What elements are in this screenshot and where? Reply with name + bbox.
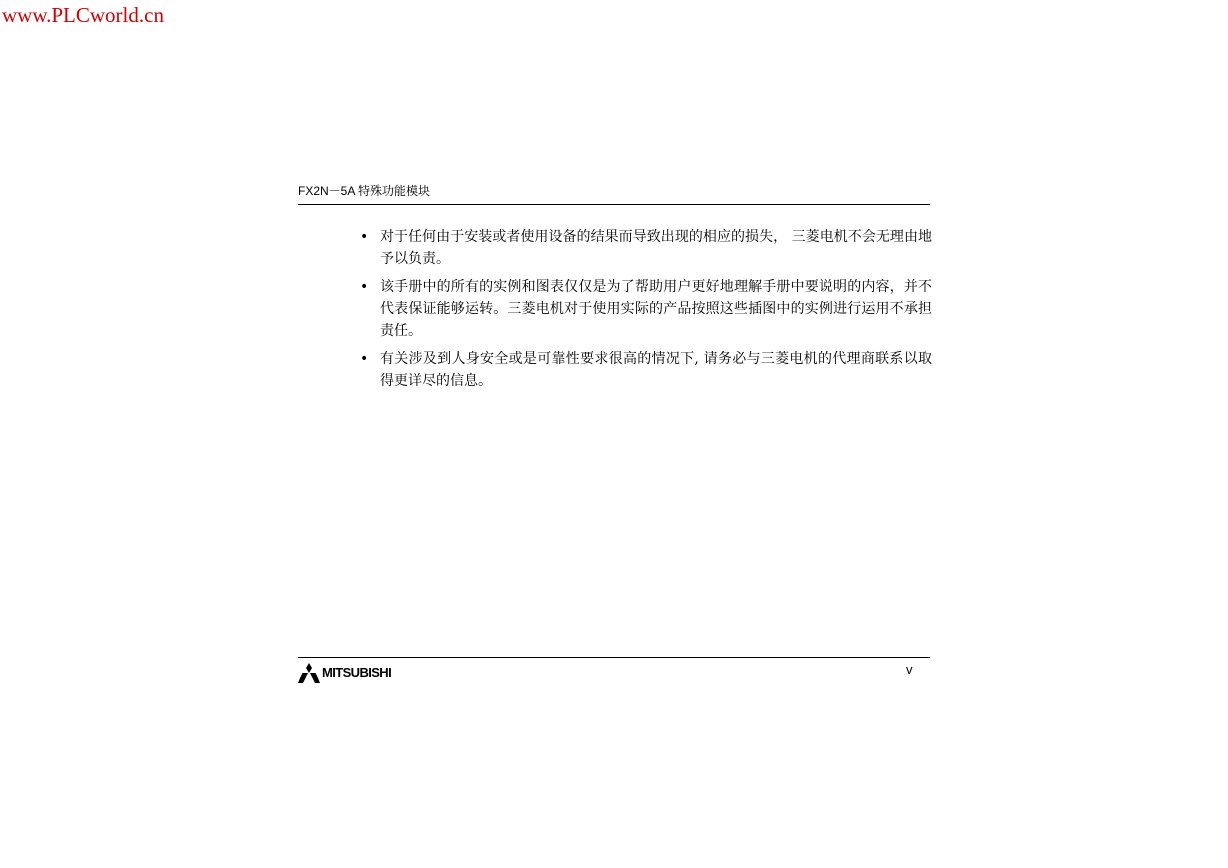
- list-item: [360, 276, 932, 342]
- list-item: [360, 348, 932, 392]
- mitsubishi-logo: [298, 663, 391, 683]
- header-title: FX2N－5A 特殊功能模块: [298, 184, 431, 198]
- footer-divider: [298, 657, 930, 658]
- bullet-icon: •: [360, 279, 369, 295]
- page-header: [298, 184, 930, 205]
- list-item-text: 有关涉及到人身安全或是可靠性要求很高的情况下, 请务必与三菱电机的代理商联系以取得更详尽的信息。: [380, 351, 932, 389]
- list-item: [360, 226, 932, 270]
- list-item-text: 该手册中的所有的实例和图表仅仅是为了帮助用户更好地理解手册中要说明的内容，并不代表保证能够运转。三菱电机对于使用实际的产品按照这些插图中的实例进行运用不承担责任。: [380, 279, 932, 339]
- watermark-link[interactable]: www.PLCworld.cn: [2, 3, 164, 27]
- logo-wordmark: MITSUBISHI: [322, 665, 392, 680]
- three-diamonds-icon: [298, 663, 320, 683]
- notice-list: [360, 226, 932, 398]
- page-number: v: [906, 662, 913, 677]
- list-item-text: 对于任何由于安装或者使用设备的结果而导致出现的相应的损失， 三菱电机不会无理由地予以负责。: [380, 229, 932, 267]
- bullet-icon: •: [360, 351, 369, 367]
- bullet-icon: •: [360, 229, 369, 245]
